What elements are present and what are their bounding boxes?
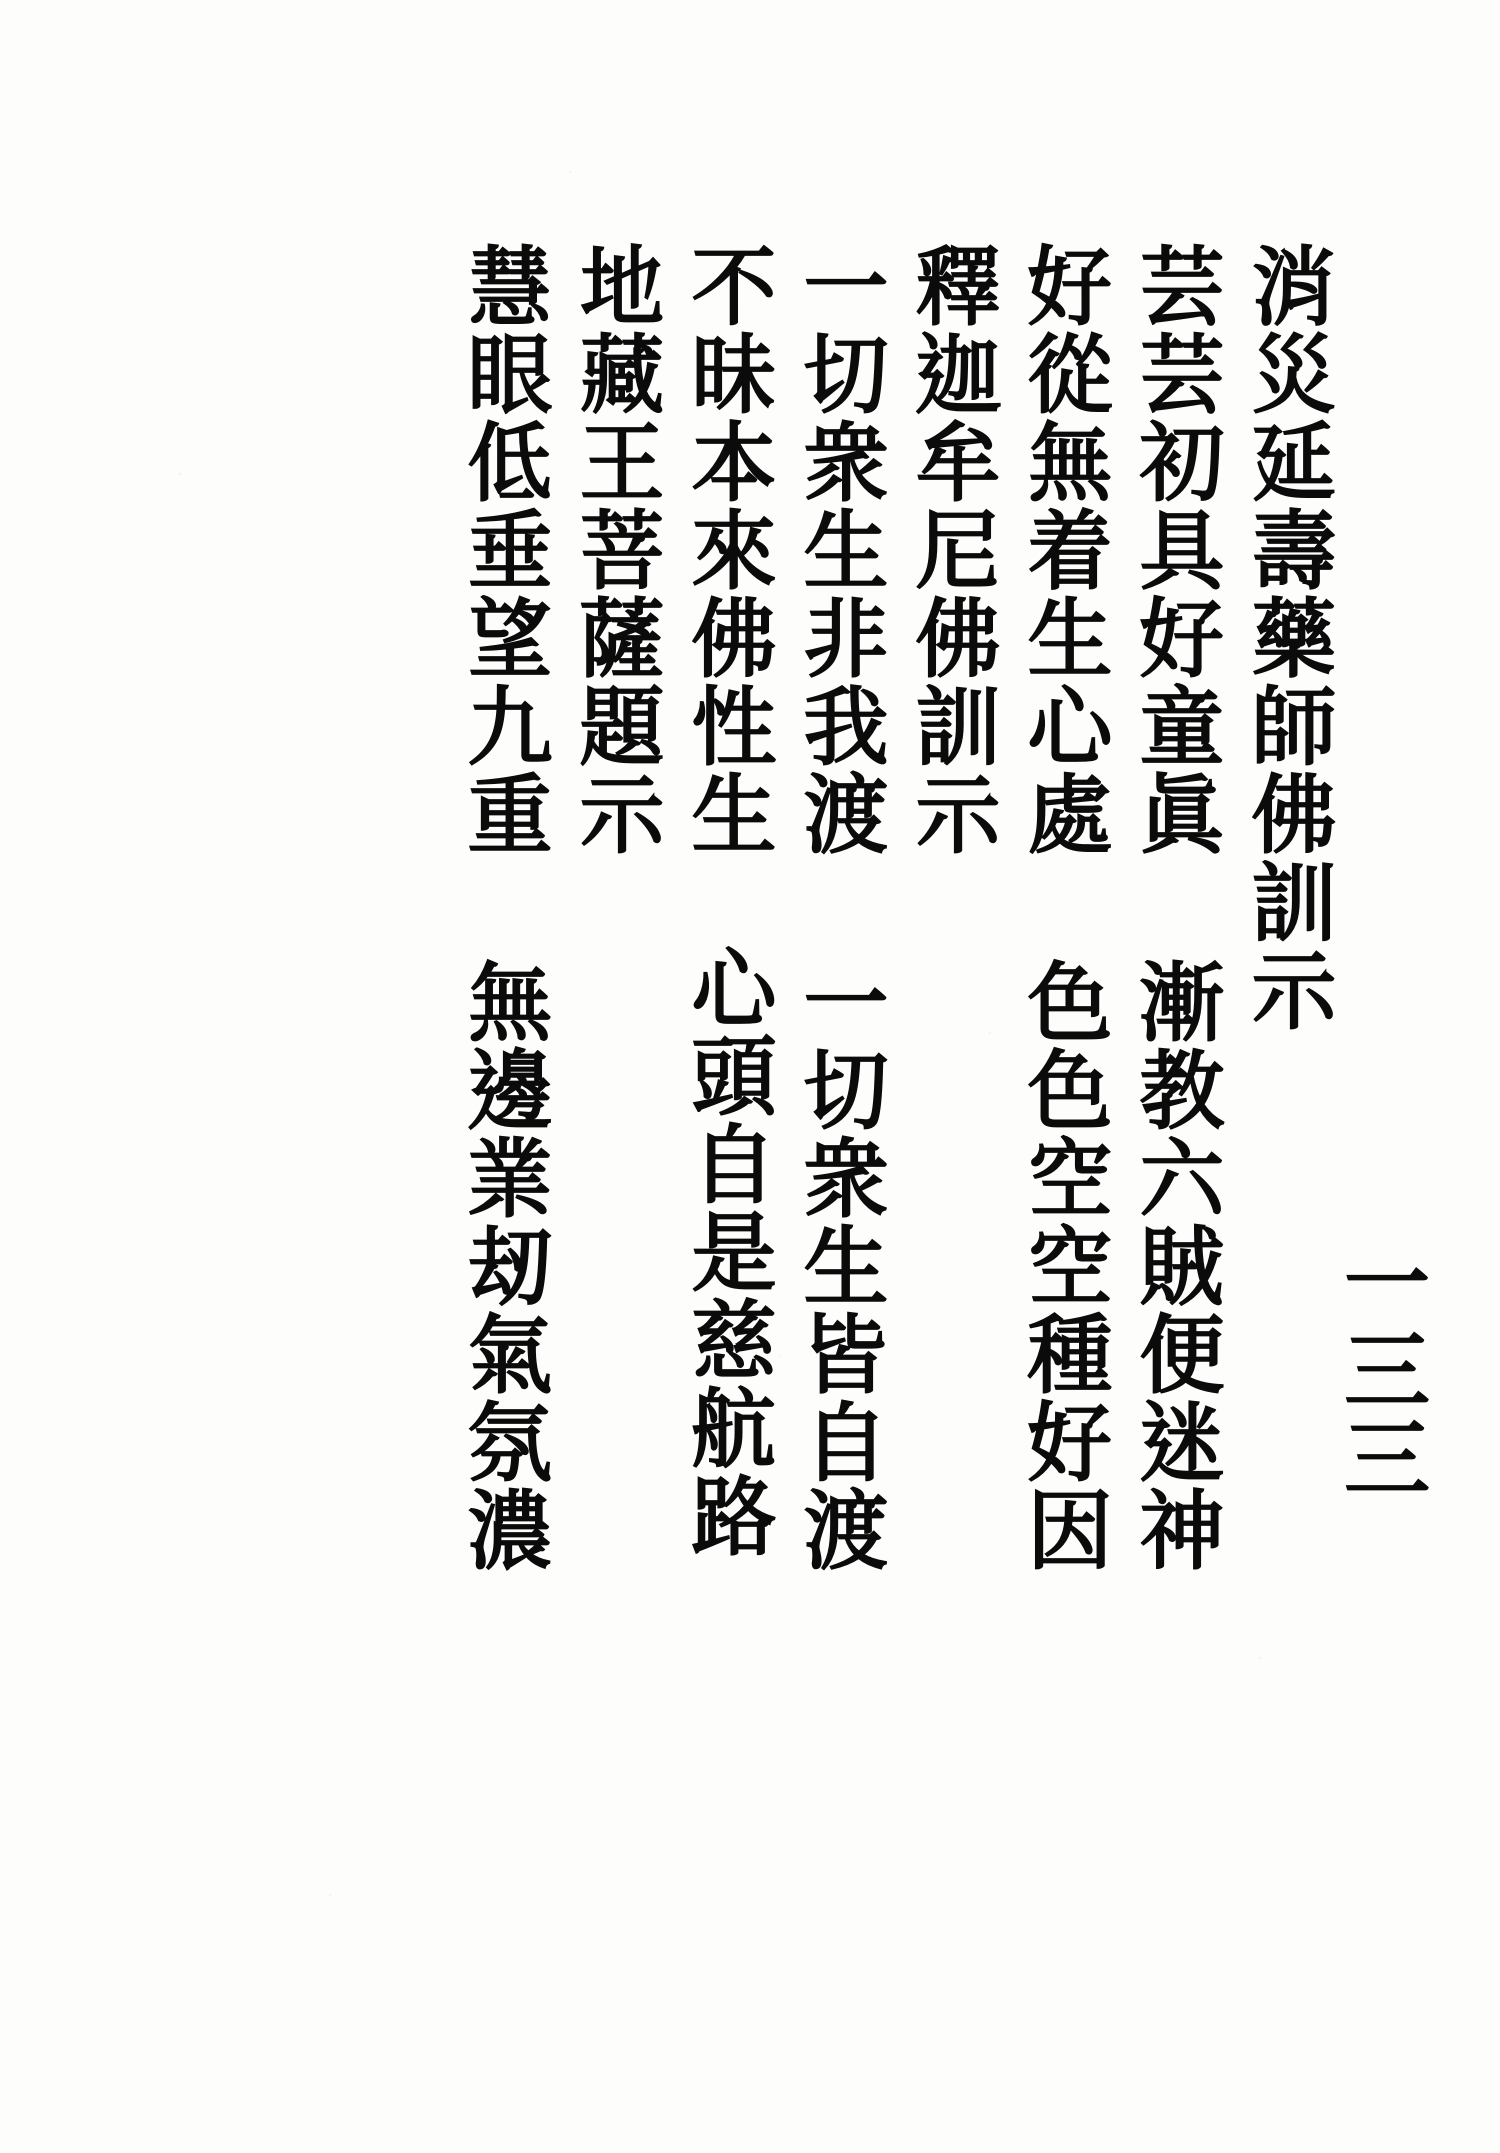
glyph: 昧	[691, 325, 777, 426]
text-column	[1238, 237, 1350, 1042]
glyph: 因	[1027, 1481, 1113, 1582]
glyph: 色	[1027, 953, 1113, 1054]
text-line	[684, 237, 784, 866]
glyph: 生	[691, 765, 777, 866]
glyph: 衆	[803, 1129, 889, 1230]
glyph: 垂	[467, 501, 553, 602]
text-column	[1014, 237, 1126, 1582]
glyph: 着	[1027, 501, 1113, 602]
glyph: 王	[579, 413, 665, 514]
glyph: 示	[915, 765, 1001, 866]
glyph: 頭	[691, 1027, 777, 1128]
page-number	[1332, 1233, 1442, 1510]
glyph: 消	[1251, 237, 1337, 338]
glyph: 佛	[915, 589, 1001, 690]
glyph: 神	[1139, 1481, 1225, 1582]
glyph: 訓	[915, 677, 1001, 778]
glyph: 非	[803, 589, 889, 690]
text-line	[796, 237, 896, 866]
glyph: 無	[1027, 413, 1113, 514]
glyph: 九	[467, 677, 553, 778]
glyph: 菩	[579, 501, 665, 602]
glyph: 佛	[1251, 765, 1337, 866]
glyph: 地	[579, 237, 665, 338]
glyph: 自	[803, 1393, 889, 1494]
glyph: 自	[691, 1115, 777, 1216]
glyph: 濃	[467, 1481, 553, 1582]
glyph: 是	[691, 1203, 777, 1304]
glyph: 生	[803, 1217, 889, 1318]
glyph: 六	[1139, 1129, 1225, 1230]
glyph: 示	[579, 765, 665, 866]
glyph: 色	[1027, 1041, 1113, 1142]
text-line	[1020, 237, 1120, 866]
text-column	[566, 237, 678, 866]
glyph: 渡	[803, 1481, 889, 1582]
glyph: 藏	[579, 325, 665, 426]
glyph: 心	[691, 939, 777, 1040]
glyph: 衆	[803, 413, 889, 514]
glyph: 芸	[1139, 237, 1225, 338]
glyph: 災	[1251, 325, 1337, 426]
glyph: 邊	[467, 1041, 553, 1142]
glyph: 航	[691, 1379, 777, 1480]
glyph: 慈	[691, 1291, 777, 1392]
glyph: 心	[1027, 677, 1113, 778]
glyph: 慧	[467, 237, 553, 338]
glyph: 迦	[915, 325, 1001, 426]
glyph: 無	[467, 953, 553, 1054]
text-line	[1244, 237, 1344, 1042]
glyph: 切	[803, 1041, 889, 1142]
glyph: 眞	[1139, 765, 1225, 866]
glyph: 切	[803, 325, 889, 426]
text-line	[572, 237, 672, 866]
text-line	[796, 953, 896, 1582]
glyph: 牟	[915, 413, 1001, 514]
glyph: 佛	[691, 589, 777, 690]
glyph: 生	[803, 501, 889, 602]
text-column	[1126, 237, 1238, 1582]
glyph: 童	[1139, 677, 1225, 778]
glyph: 從	[1027, 325, 1113, 426]
glyph: 三	[1344, 1321, 1430, 1422]
glyph: 便	[1139, 1305, 1225, 1406]
glyph: 題	[579, 677, 665, 778]
glyph: 一	[1344, 1233, 1430, 1334]
glyph: 訓	[1251, 853, 1337, 954]
glyph: 三	[1344, 1409, 1430, 1510]
glyph: 氛	[467, 1393, 553, 1494]
glyph: 藥	[1251, 589, 1337, 690]
text-column	[790, 237, 902, 1582]
glyph: 氣	[467, 1305, 553, 1406]
glyph: 賊	[1139, 1217, 1225, 1318]
glyph: 空	[1027, 1129, 1113, 1230]
glyph: 好	[1027, 237, 1113, 338]
glyph: 薩	[579, 589, 665, 690]
glyph: 來	[691, 501, 777, 602]
glyph: 望	[467, 589, 553, 690]
glyph: 釋	[915, 237, 1001, 338]
glyph: 本	[691, 413, 777, 514]
glyph: 示	[1251, 941, 1337, 1042]
glyph: 好	[1139, 589, 1225, 690]
glyph: 皆	[803, 1305, 889, 1406]
glyph: 路	[691, 1467, 777, 1568]
glyph: 業	[467, 1129, 553, 1230]
glyph: 眼	[467, 325, 553, 426]
glyph: 延	[1251, 413, 1337, 514]
glyph: 好	[1027, 1393, 1113, 1494]
glyph: 處	[1027, 765, 1113, 866]
glyph: 低	[467, 413, 553, 514]
glyph: 芸	[1139, 325, 1225, 426]
glyph: 刼	[467, 1217, 553, 1318]
glyph: 具	[1139, 501, 1225, 602]
glyph: 漸	[1139, 953, 1225, 1054]
text-line	[684, 939, 784, 1568]
glyph: 一	[803, 953, 889, 1054]
glyph: 教	[1139, 1041, 1225, 1142]
text-column	[454, 237, 566, 1582]
glyph: 初	[1139, 413, 1225, 514]
glyph: 重	[467, 765, 553, 866]
text-line	[908, 237, 1008, 866]
vertical-text-block	[150, 237, 1350, 1865]
glyph: 尼	[915, 501, 1001, 602]
text-line	[460, 237, 560, 866]
glyph: 渡	[803, 765, 889, 866]
glyph: 性	[691, 677, 777, 778]
text-line	[1132, 953, 1232, 1582]
text-line	[460, 953, 560, 1582]
glyph: 迷	[1139, 1393, 1225, 1494]
glyph: 壽	[1251, 501, 1337, 602]
text-line	[1020, 953, 1120, 1582]
glyph: 生	[1027, 589, 1113, 690]
glyph: 我	[803, 677, 889, 778]
glyph: 一	[803, 237, 889, 338]
glyph: 不	[691, 237, 777, 338]
text-line	[1132, 237, 1232, 866]
glyph: 空	[1027, 1217, 1113, 1318]
text-column	[902, 237, 1014, 866]
glyph: 種	[1027, 1305, 1113, 1406]
text-column	[678, 237, 790, 1568]
glyph: 師	[1251, 677, 1337, 778]
